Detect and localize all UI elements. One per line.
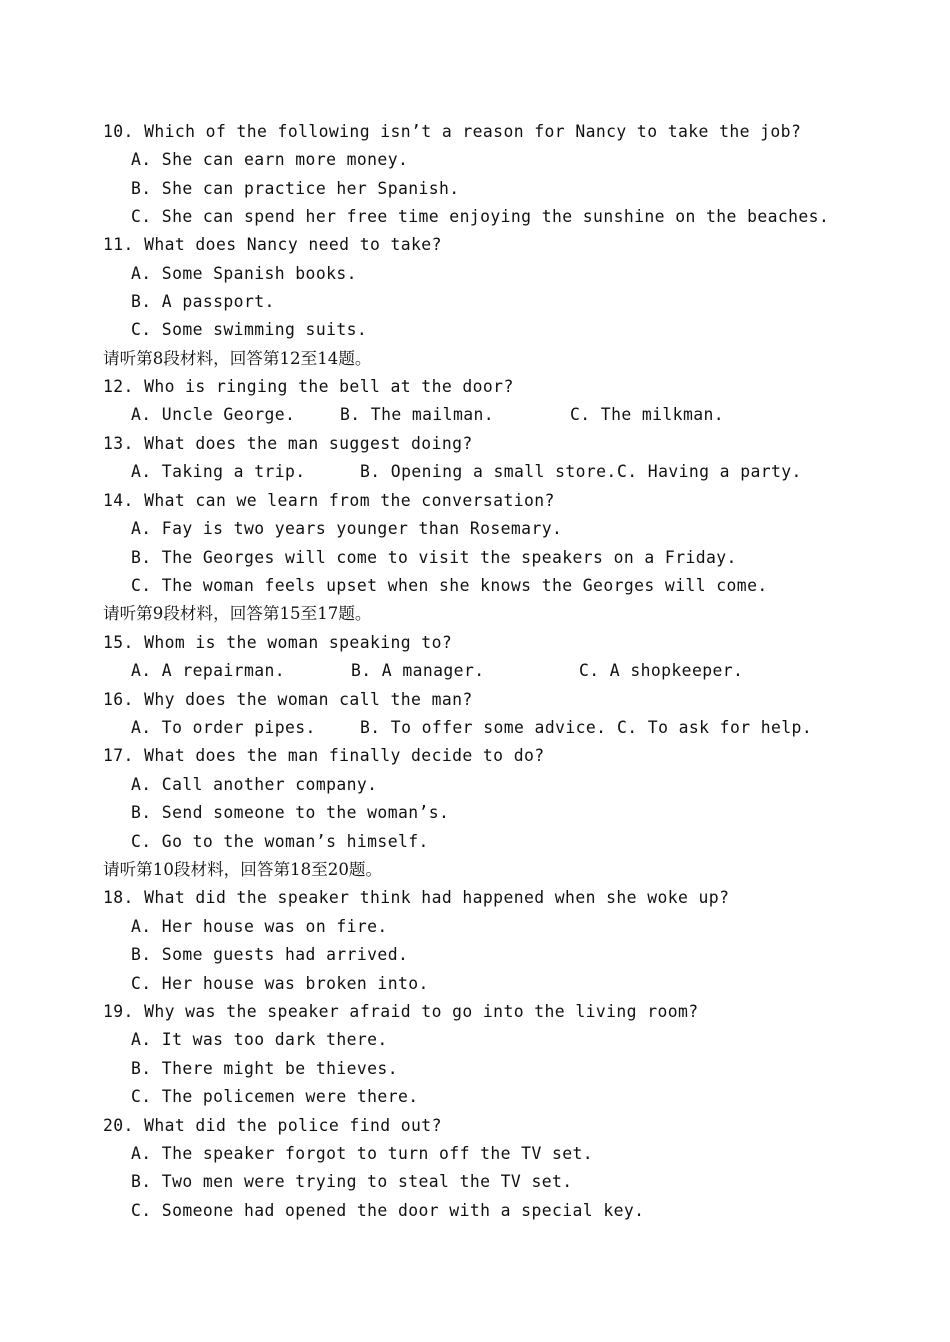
q13-option-b: B. Opening a small store.	[360, 462, 617, 481]
section-heading-10: 请听第10段材料，回答第18至20题。	[103, 860, 383, 879]
q19-option-c: C. The policemen were there.	[131, 1087, 419, 1106]
question-20: 20. What did the police find out?	[103, 1116, 442, 1135]
q16-option-b: B. To offer some advice.	[360, 718, 607, 737]
q20-option-b: B. Two men were trying to steal the TV set.	[131, 1172, 573, 1191]
q20-option-a: A. The speaker forgot to turn off the TV set.	[131, 1144, 594, 1163]
q16-option-c: C. To ask for help.	[617, 718, 813, 737]
q15-option-b: B. A manager.	[351, 661, 485, 680]
q10-option-a: A. She can earn more money.	[131, 150, 409, 169]
q14-option-c: C. The woman feels upset when she knows the Georges will come.	[131, 576, 768, 595]
q12-option-c: C. The milkman.	[570, 405, 725, 424]
q18-option-a: A. Her house was on fire.	[131, 917, 388, 936]
q11-option-c: C. Some swimming suits.	[131, 320, 368, 339]
question-11: 11. What does Nancy need to take?	[103, 235, 442, 254]
question-18: 18. What did the speaker think had happened when she woke up?	[103, 888, 730, 907]
q12-option-b: B. The mailman.	[340, 405, 495, 424]
q12-option-a: A. Uncle George.	[131, 405, 296, 424]
q13-option-c: C. Having a party.	[617, 462, 802, 481]
q11-option-a: A. Some Spanish books.	[131, 264, 357, 283]
question-12: 12. Who is ringing the bell at the door?	[103, 377, 514, 396]
question-16: 16. Why does the woman call the man?	[103, 690, 473, 709]
q17-option-a: A. Call another company.	[131, 775, 378, 794]
q14-option-a: A. Fay is two years younger than Rosemary.	[131, 519, 563, 538]
q15-option-c: C. A shopkeeper.	[579, 661, 744, 680]
q14-option-b: B. The Georges will come to visit the speakers on a Friday.	[131, 548, 737, 567]
question-17: 17. What does the man finally decide to do?	[103, 746, 545, 765]
question-13: 13. What does the man suggest doing?	[103, 434, 473, 453]
q11-option-b: B. A passport.	[131, 292, 275, 311]
q20-option-c: C. Someone had opened the door with a special key.	[131, 1201, 645, 1220]
q16-option-a: A. To order pipes.	[131, 718, 316, 737]
q10-option-c: C. She can spend her free time enjoying the sunshine on the beaches.	[131, 207, 830, 226]
section-heading-9: 请听第9段材料，回答第15至17题。	[103, 604, 372, 623]
question-19: 19. Why was the speaker afraid to go into the living room?	[103, 1002, 699, 1021]
q15-option-a: A. A repairman.	[131, 661, 286, 680]
question-15: 15. Whom is the woman speaking to?	[103, 633, 453, 652]
question-14: 14. What can we learn from the conversation?	[103, 491, 555, 510]
q10-option-b: B. She can practice her Spanish.	[131, 179, 460, 198]
section-heading-8: 请听第8段材料，回答第12至14题。	[103, 349, 372, 368]
q17-option-b: B. Send someone to the woman’s.	[131, 803, 450, 822]
q19-option-a: A. It was too dark there.	[131, 1030, 388, 1049]
q13-option-a: A. Taking a trip.	[131, 462, 306, 481]
q13-options-row	[131, 462, 891, 562]
q17-option-c: C. Go to the woman’s himself.	[131, 832, 429, 851]
question-10: 10. Which of the following isn’t a reason for Nancy to take the job?	[103, 122, 802, 141]
q18-option-b: B. Some guests had arrived.	[131, 945, 409, 964]
q18-option-c: C. Her house was broken into.	[131, 974, 429, 993]
q19-option-b: B. There might be thieves.	[131, 1059, 398, 1078]
